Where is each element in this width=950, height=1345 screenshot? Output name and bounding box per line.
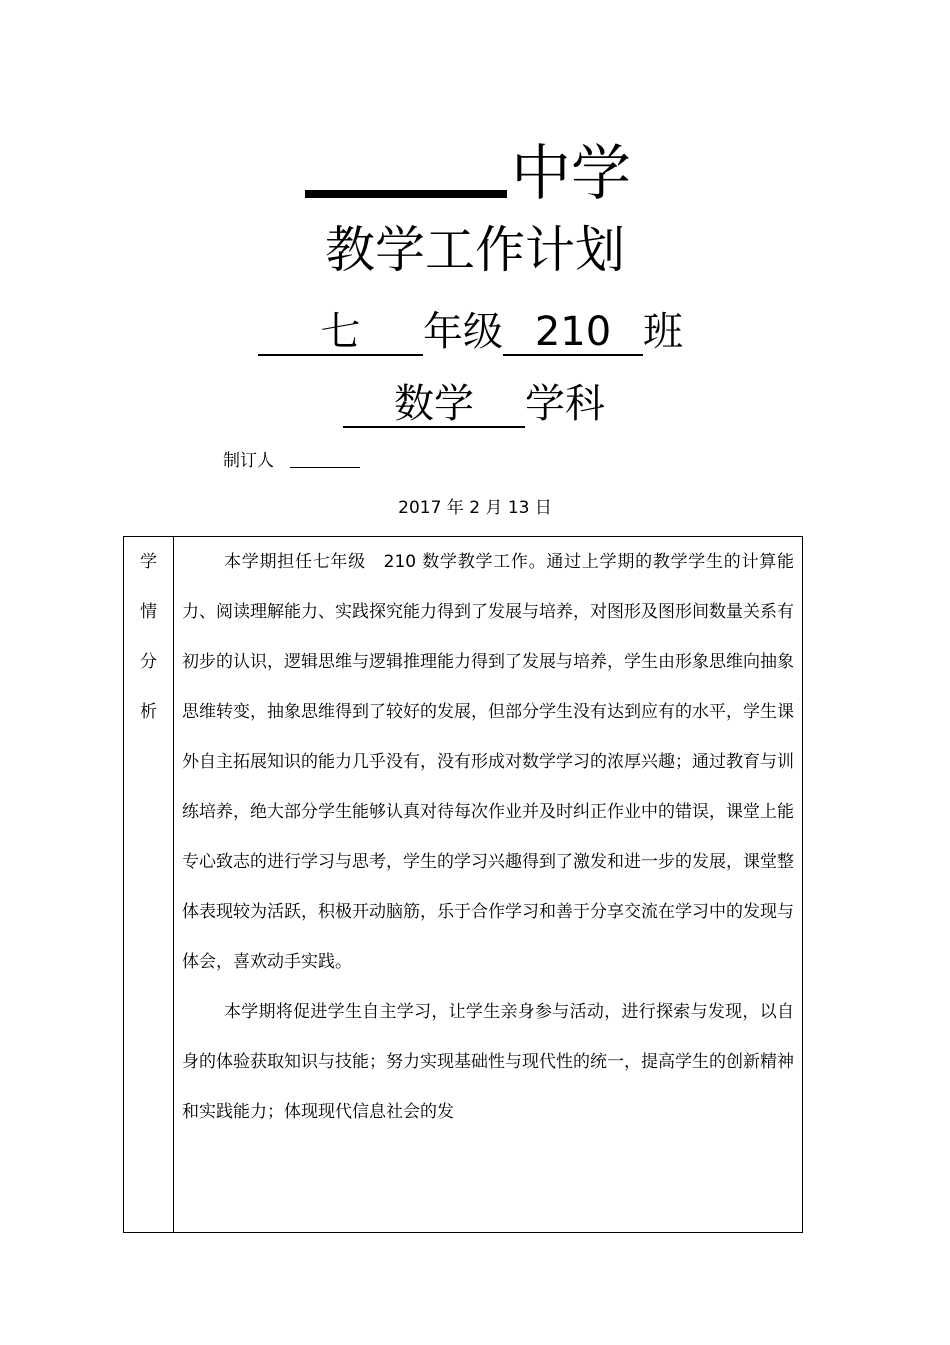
analysis-content bbox=[182, 537, 794, 1232]
section-label-char: 析 bbox=[140, 702, 157, 722]
analysis-paragraph: 本学期将促进学生自主学习，让学生亲身参与活动，进行探索与发现，以自身的体验获取知识与技能；努力实现基础性与现代性的统一，提高学生的创新精神和实践能力；体现现代信息社会的发 bbox=[182, 1002, 794, 1122]
school-name-blank bbox=[305, 138, 507, 198]
subject-line bbox=[343, 378, 605, 430]
grade-class-line bbox=[258, 306, 683, 358]
plan-date: 2017 年 2 月 13 日 bbox=[398, 498, 552, 518]
maker-label: 制订人 bbox=[223, 451, 274, 471]
grade-field: 七 bbox=[258, 310, 423, 356]
subject-label: 学科 bbox=[525, 381, 605, 427]
grade-label: 年级 bbox=[423, 309, 503, 355]
subject-field: 数学 bbox=[343, 382, 525, 428]
class-field: 210 bbox=[503, 310, 643, 356]
section-label-char: 分 bbox=[140, 652, 157, 672]
section-label-char: 学 bbox=[140, 552, 157, 572]
school-title bbox=[305, 138, 631, 218]
plan-title: 教学工作计划 bbox=[325, 221, 625, 279]
analysis-table bbox=[123, 536, 803, 1233]
section-label-char: 情 bbox=[140, 602, 157, 622]
maker-blank bbox=[290, 449, 360, 468]
school-suffix: 中学 bbox=[511, 139, 631, 209]
maker-line bbox=[223, 449, 360, 473]
section-label-column bbox=[124, 537, 174, 1232]
analysis-paragraph: 本学期担任七年级 210 数学教学工作。通过上学期的教学学生的计算能力、阅读理解能力、实践探究能力得到了发展与培养，对图形及图形间数量关系有初步的认识，逻辑思维与逻辑推理能力得到了发展与培养，学生由形象思维向抽象思维转变，抽象思维得到了较好的发展，但部分学生没有达到应有的水平，学生课外自主拓展知识的能力几乎没有，没有形成对数学学习的浓厚兴趣；通过教育与训练培养，绝大部分学生能够认真对待每次作业并及时纠正作业中的错误，课堂上能专心致志的进行学习与思考，学生的学习兴趣得到了激发和进一步的发展，课堂整体表现较为活跃，积极开动脑筋，乐于合作学习和善于分享交流在学习中的发现与体会，喜欢动手实践。 bbox=[182, 552, 794, 972]
class-label: 班 bbox=[643, 309, 683, 355]
